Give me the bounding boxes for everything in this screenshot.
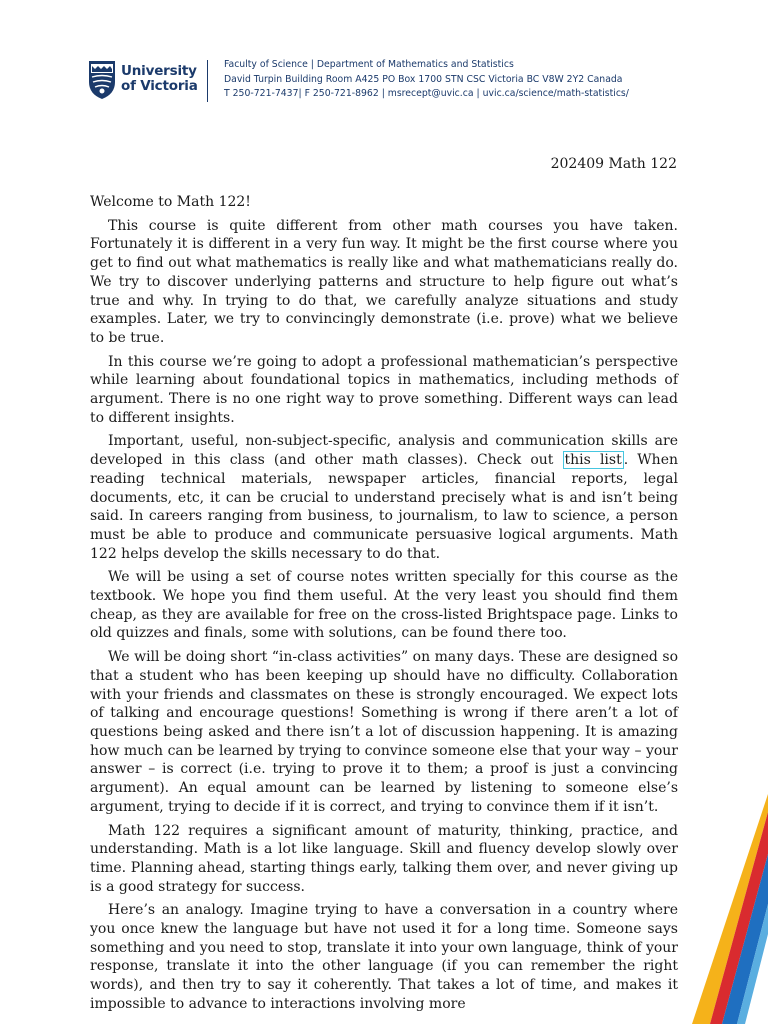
paragraph-1: This course is quite different from other math courses you have taken. Fortunately it is different in a very fun way. It might be the first course where you get to find out what mathematics is really like and what mathematicians really do. We try to discover underlying patterns and structure to help figure out what’s true and why. In trying to do that, we carefully analyze situations and study examples. Later, we try to convincingly demonstrate (i.e. prove) what we believe to be true. [90, 217, 678, 346]
phone-email-line: T 250-721-7437| F 250-721-8962 | msrecept@uvic.ca | uvic.ca/science/math-statistics/ [224, 88, 629, 100]
uvic-wordmark [121, 64, 199, 94]
letterhead [88, 58, 708, 106]
wordmark-line-2: of Victoria [121, 78, 198, 94]
department-line: Faculty of Science | Department of Mathematics and Statistics [224, 59, 514, 70]
wordmark-line-1: University [121, 63, 197, 79]
course-code: 202409 Math 122 [550, 156, 677, 172]
paragraph-4: We will be using a set of course notes written specially for this course as the textbook. We hope you find them useful. At the very least you should find them cheap, as they are available for free on the cross-listed Brightspace page. Links to old quizzes and finals, some with solutions, can be found there too. [90, 569, 678, 642]
address-line: David Turpin Building Room A425 PO Box 1700 STN CSC Victoria BC V8W 2Y2 Canada [224, 73, 623, 85]
paragraph-2: In this course we’re going to adopt a professional mathematician’s perspective while learning about foundational topics in mathematics, including methods of argument. There is no one right way to prove something. Different ways can lead to different insights. [90, 353, 678, 426]
paragraph-7: Here’s an analogy. Imagine trying to have a conversation in a country where you once knew the language but have not used it for a long time. Someone says something and you need to stop, translate it into your own language, think of your response, translate it into the other language (if you can remember the right words), and then try to say it coherently. That takes a lot of time, and makes it impossible to advance to interactions involving more [90, 902, 678, 1012]
paragraph-3 [90, 432, 678, 563]
paragraph-6: Math 122 requires a significant amount of maturity, thinking, practice, and understanding. Math is a lot like language. Skill and fluency develop slowly over time. Planning ahead, starting things early, talking them over, and never giving up is a good strategy for success. [90, 822, 678, 895]
paragraph-3-text-b: . When reading technical materials, newspaper articles, financial reports, legal documents, etc, it can be crucial to understand precisely what is and isn’t being said. In careers ranging from business, to journalism, to law to science, a person must be able to produce and communicate persuasive logical arguments. Math 122 helps develop the skills necessary to do that. [90, 452, 678, 562]
paragraph-3-text-a: Important, useful, non-subject-specific, analysis and communication skills are developed in this class (and other math classes). Check out [90, 433, 678, 469]
decorative-stripes [658, 794, 768, 1024]
uvic-crest-icon [88, 60, 116, 100]
uvic-logo [88, 60, 198, 102]
letterhead-contact [224, 58, 629, 102]
paragraph-5: We will be doing short “in-class activities” on many days. These are designed so that a student who has been keeping up should have no difficulty. Collaboration with your friends and classmates on these is strongly encouraged. We expect lots of talking and encourage questions! Something is wrong if there aren’t a lot of questions being asked and there isn’t a lot of discussion happening. It is amazing how much can be learned by trying to convince someone else that your way – your answer – is correct (i.e. trying to prove it to them; a proof is just a convincing argument). An equal amount can be learned by listening to someone else’s argument, trying to decide if it is correct, and trying to convince them if it isn’t. [90, 649, 678, 815]
this-list-link[interactable]: this list [564, 452, 622, 469]
letterhead-divider [207, 60, 208, 102]
letter-body [90, 193, 678, 1019]
greeting: Welcome to Math 122! [90, 194, 251, 210]
